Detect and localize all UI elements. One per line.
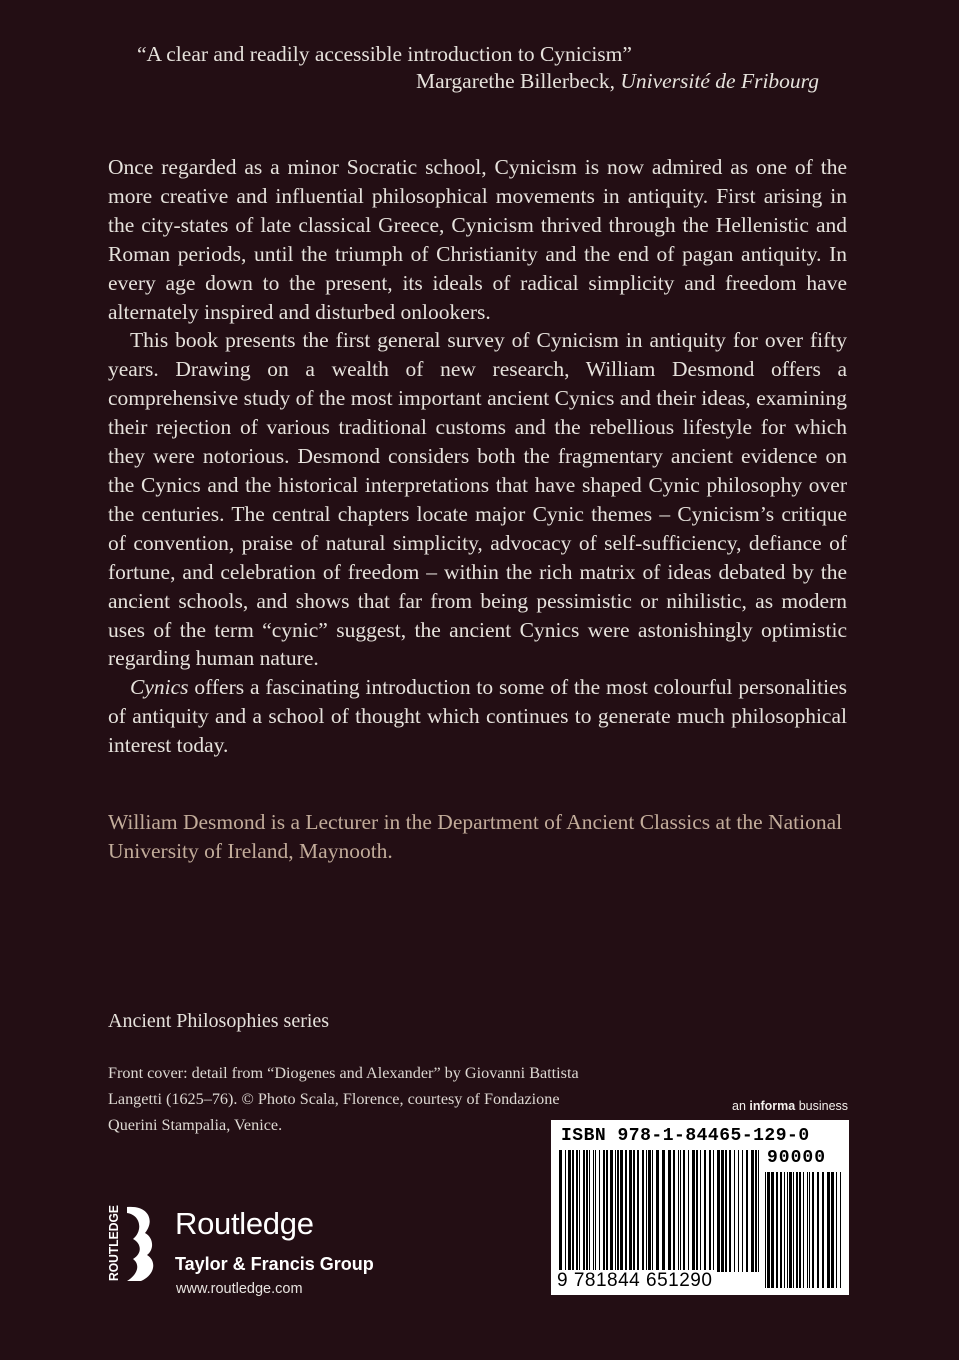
series-name: Ancient Philosophies series <box>108 1010 330 1032</box>
barcode-bar <box>721 1150 724 1272</box>
barcode-bar <box>617 1150 619 1272</box>
informa-brand: informa <box>749 1099 796 1113</box>
barcode-bar <box>559 1150 562 1272</box>
barcode-bar <box>789 1172 792 1288</box>
barcode-bar <box>767 1172 770 1288</box>
barcode-bar <box>742 1150 743 1272</box>
barcode-bar <box>603 1150 605 1272</box>
barcode-bar <box>787 1172 788 1288</box>
barcode-bar <box>688 1150 689 1272</box>
price-code: 90000 <box>767 1148 827 1168</box>
barcode-bar <box>713 1150 714 1272</box>
author-bio: William Desmond is a Lecturer in the Department of Ancient Classics at the National University of Ireland, Maynooth. <box>108 810 843 863</box>
informa-business-tag <box>732 1099 848 1113</box>
barcode-bar <box>696 1150 698 1272</box>
barcode-bar <box>599 1150 600 1272</box>
addon-bars <box>765 1172 841 1288</box>
description-paragraph-3 <box>108 673 847 760</box>
barcode-bar <box>771 1172 774 1288</box>
review-quote: “A clear and readily accessible introduction to Cynicism” <box>137 42 632 66</box>
barcode-bar <box>646 1150 647 1272</box>
ean-digits: 9 781844 651290 <box>557 1270 713 1291</box>
barcode-bar <box>673 1150 675 1272</box>
barcode-bar <box>586 1150 588 1272</box>
barcode-bar <box>568 1150 571 1272</box>
description-paragraph-3-text: offers a fascinating introduction to some of the most colourful personalities of antiquity and a school of thought which continues to generate much philosophical interest today. <box>108 675 847 758</box>
barcode-bar <box>610 1150 613 1272</box>
barcode-bar <box>717 1150 720 1272</box>
barcode-bar <box>725 1150 727 1272</box>
barcode-bar <box>709 1150 711 1272</box>
barcode-bar <box>751 1150 754 1272</box>
barcode-bar <box>827 1172 830 1288</box>
barcode-bar <box>836 1172 837 1288</box>
barcode-bar <box>729 1150 731 1272</box>
barcode-bar <box>579 1150 580 1272</box>
description-paragraph-1: Once regarded as a minor Socratic school, Cynicism is now admired as one of the more creative and influential philosophical movements in antiquity. First arising in the city-states of late classical Greece, Cynicism thrived through the Hellenistic and Roman periods, until the triumph of Christianity and the end of pagan antiquity. In every age down to the present, its ideals of radical simplicity and freedom have alternately inspired and disturbed onlookers. <box>108 155 847 324</box>
barcode-bar <box>758 1150 759 1272</box>
barcode-bar <box>642 1150 644 1272</box>
barcode-bar <box>734 1150 735 1272</box>
barcode-bar <box>803 1172 804 1288</box>
barcode-bar <box>700 1150 701 1272</box>
barcode-bar <box>840 1172 841 1288</box>
publisher-name: Routledge <box>175 1206 314 1241</box>
book-description <box>108 153 847 760</box>
informa-suffix: business <box>795 1099 849 1113</box>
book-title-inline: Cynics <box>130 675 189 700</box>
barcode-bar <box>796 1172 798 1288</box>
barcode-bar <box>799 1172 801 1288</box>
barcode-bar <box>593 1150 594 1272</box>
isbn-label: ISBN 978-1-84465-129-0 <box>561 1126 810 1146</box>
barcode-bar <box>809 1172 810 1288</box>
publisher-group: Taylor & Francis Group <box>175 1254 374 1274</box>
barcode-bar <box>784 1172 785 1288</box>
logo-vertical-text: ROUTLEDGE <box>107 1203 121 1281</box>
barcode-bar <box>678 1150 679 1272</box>
ean-bars <box>559 1150 759 1272</box>
barcode-bar <box>629 1150 632 1272</box>
barcode-bar <box>831 1172 834 1288</box>
barcode-bar <box>572 1150 574 1272</box>
barcode-bar <box>793 1172 794 1288</box>
barcode-bar <box>755 1150 757 1272</box>
barcode-bar <box>683 1150 685 1272</box>
barcode-bar <box>625 1150 627 1272</box>
barcode-bar <box>656 1150 659 1272</box>
barcode-bar <box>620 1150 623 1272</box>
barcode-bar <box>565 1150 566 1272</box>
barcode-bar <box>589 1150 590 1272</box>
barcode-bar <box>680 1150 681 1272</box>
description-paragraph-2: This book presents the first general survey of Cynicism in antiquity for over fifty years. Drawing on a wealth of new research, William Desmond offers a comprehensive study of the most important ancient Cynics and their ideas, examining their rejection of various traditional customs and the rebellious lifestyle for which they were notorious. Desmond considers both the fragmentary ancient evidence on the Cynics and the historical interpretations that have shaped Cynic philosophy over the centuries. The central chapters locate major Cynic themes – Cynicism’s critique of convention, praise of natural simplicity, advocacy of self-sufficiency, defiance of fortune, and celebration of freedom – within the rich matrix of ideas debated by the ancient schools, and shows that far from being pessimistic or nihilistic, as modern uses of the term “cynic” suggest, the ancient Cynics were astonishingly optimistic regarding human nature. <box>108 328 847 671</box>
barcode-bar <box>615 1150 616 1272</box>
informa-prefix: an <box>732 1099 750 1113</box>
barcode-bar <box>633 1150 635 1272</box>
barcode-bar <box>812 1172 814 1288</box>
routledge-logo-icon <box>105 1203 161 1283</box>
barcode-bar <box>738 1150 739 1272</box>
barcode-bar <box>576 1150 578 1272</box>
barcode-bar <box>583 1150 585 1272</box>
barcode-bar <box>668 1150 671 1272</box>
isbn-barcode <box>551 1120 849 1295</box>
barcode-bar <box>662 1150 665 1272</box>
barcode-bar <box>776 1172 778 1288</box>
cover-credit: Front cover: detail from “Diogenes and Alexander” by Giovanni Battista Langetti (1625–76). © Photo Scala, Florence, courtesy of Fondazione Querini Stampalia, Venice. <box>108 1064 579 1134</box>
barcode-bar <box>807 1172 808 1288</box>
publisher-url: www.routledge.com <box>176 1281 303 1297</box>
barcode-bar <box>648 1150 651 1272</box>
barcode-bar <box>765 1172 766 1288</box>
review-attribution <box>416 69 819 94</box>
barcode-bar <box>822 1172 824 1288</box>
reviewer-name: Margarethe Billerbeck, <box>415 69 615 93</box>
barcode-bar <box>606 1150 608 1272</box>
barcode-bar <box>652 1150 653 1272</box>
reviewer-affiliation: Université de Fribourg <box>620 69 819 93</box>
barcode-bar <box>817 1172 819 1288</box>
barcode-bar <box>704 1150 706 1272</box>
barcode-bar <box>746 1150 748 1272</box>
barcode-bar <box>637 1150 639 1272</box>
barcode-bar <box>692 1150 695 1272</box>
barcode-bar <box>780 1172 782 1288</box>
barcode-bar <box>595 1150 596 1272</box>
